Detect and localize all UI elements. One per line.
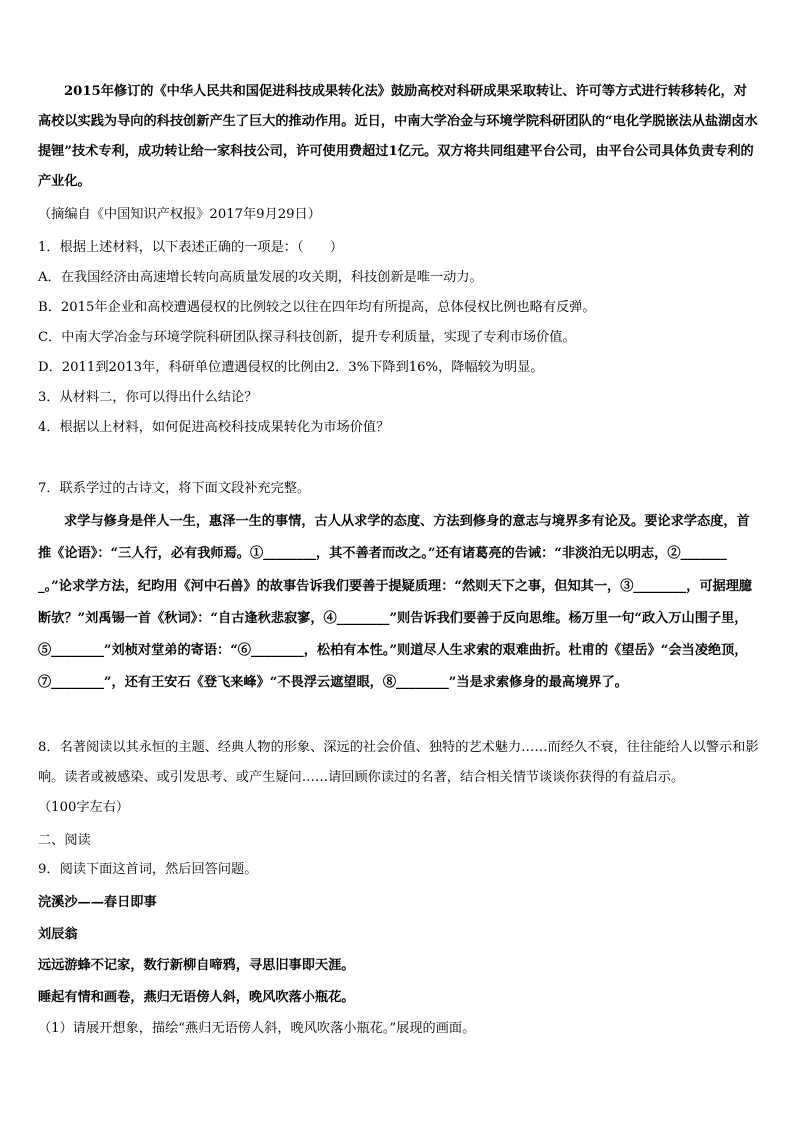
q8-text: 8．名著阅读以其永恒的主题、经典人物的形象、深远的社会价值、独特的艺术魅力……而经久不衰，往往能给人以警示和影响。读者或被感染、或引发思考、或产生疑问……请回顾你读过的名著，结合相关情节谈谈你获得的有益启示。 <box>38 740 759 785</box>
q1-option-c: C．中南大学冶金与环境学院科研团队探寻科技创新，提升专利质量，实现了专利市场价值。 <box>38 330 576 345</box>
question-8 <box>38 733 760 823</box>
section-heading: 二、阅读 <box>38 833 91 848</box>
material-source <box>38 200 760 230</box>
poem <box>38 887 760 1045</box>
poem-title: 浣溪沙——春日即事 <box>38 895 157 910</box>
question-7 <box>38 474 760 504</box>
poem-author: 刘辰翁 <box>38 926 78 942</box>
q1-option-a: A．在我国经济由高速增长转向高质量发展的攻关期，科技创新是唯一动力。 <box>38 270 483 285</box>
q9-stem: 9．阅读下面这首词，然后回答问题。 <box>38 862 258 877</box>
q9-subquestion-1: （1）请展开想象，描绘“燕归无语傍人斜，晚风吹落小瓶花。”展现的画面。 <box>38 1021 476 1036</box>
reading-section <box>38 826 760 884</box>
source-citation: （摘编自《中国知识产权报》2017年9月29日） <box>38 207 321 222</box>
q1-option-b: B．2015年企业和高校遭遇侵权的比例较之以往在四年均有所提高，总体侵权比例也略有反弹。 <box>38 300 596 315</box>
q1-option-d: D．2011到2013年，科研单位遭遇侵权的比例由2．3%下降到16%，降幅较为明显。 <box>38 360 544 375</box>
q7-stem: 7．联系学过的古诗文，将下面文段补充完整。 <box>38 481 311 496</box>
q7-text: 求学与修身是伴人一生，惠泽一生的事情，古人从求学的态度、方法到修身的意志与境界多有论及。要论求学态度，首推《论语》：“三人行，必有我师焉。①________，其不善者而改之。”还有诸葛亮的告诫：“非淡泊无以明志，②________。”论求学方法，纪昀用《河中石兽》的故事告诉我们要善于提疑质理：“然则天下之事，但知其一，③________，可据理臆断欤？”刘禹锡一首《秋词》：“自古逢秋悲寂寥，④________”则告诉我们要善于反向思维。杨万里一句“政入万山围子里，⑤________”刘桢对堂弟的寄语：“⑥________，松柏有本性。”则道尽人生求索的艰难曲折。杜甫的《望岳》“会当凌绝顶，⑦________”，还有王安石《登飞来峰》“不畏浮云遮望眼，⑧________”当是求索修身的最高境界了。 <box>38 514 753 691</box>
material-paragraph: 2015年修订的《中华人民共和国促进科技成果转化法》鼓励高校对科研成果采取转让、许可等方式进行转移转化，对高校以实践为导向的科技创新产生了巨大的推动作用。近日，中南大学冶金与环境学院科研团队的“电化学脱嵌法从盐湖卤水提锂”技术专利，成功转让给一家科技公司，许可使用费超过1亿元。双方将共同组建平台公司，由平台公司具体负责专利的产业化。 <box>38 84 758 189</box>
q1-stem: 1．根据上述材料，以下表述正确的一项是：（ ） <box>38 240 344 255</box>
poem-line-1: 远远游蜂不记家，数行新柳自啼鸦，寻思旧事即天涯。 <box>38 958 355 973</box>
question-4: 4．根据以上材料，如何促进高校科技成果转化为市场价值？ <box>38 420 390 435</box>
question-1 <box>38 233 760 443</box>
material-passage <box>38 77 760 197</box>
poem-line-2: 睡起有情和画卷，燕归无语傍人斜，晚风吹落小瓶花。 <box>38 989 355 1005</box>
q8-note: （100字左右） <box>38 800 130 815</box>
q7-passage <box>38 506 760 700</box>
question-3: 3．从材料二，你可以得出什么结论？ <box>38 390 258 405</box>
